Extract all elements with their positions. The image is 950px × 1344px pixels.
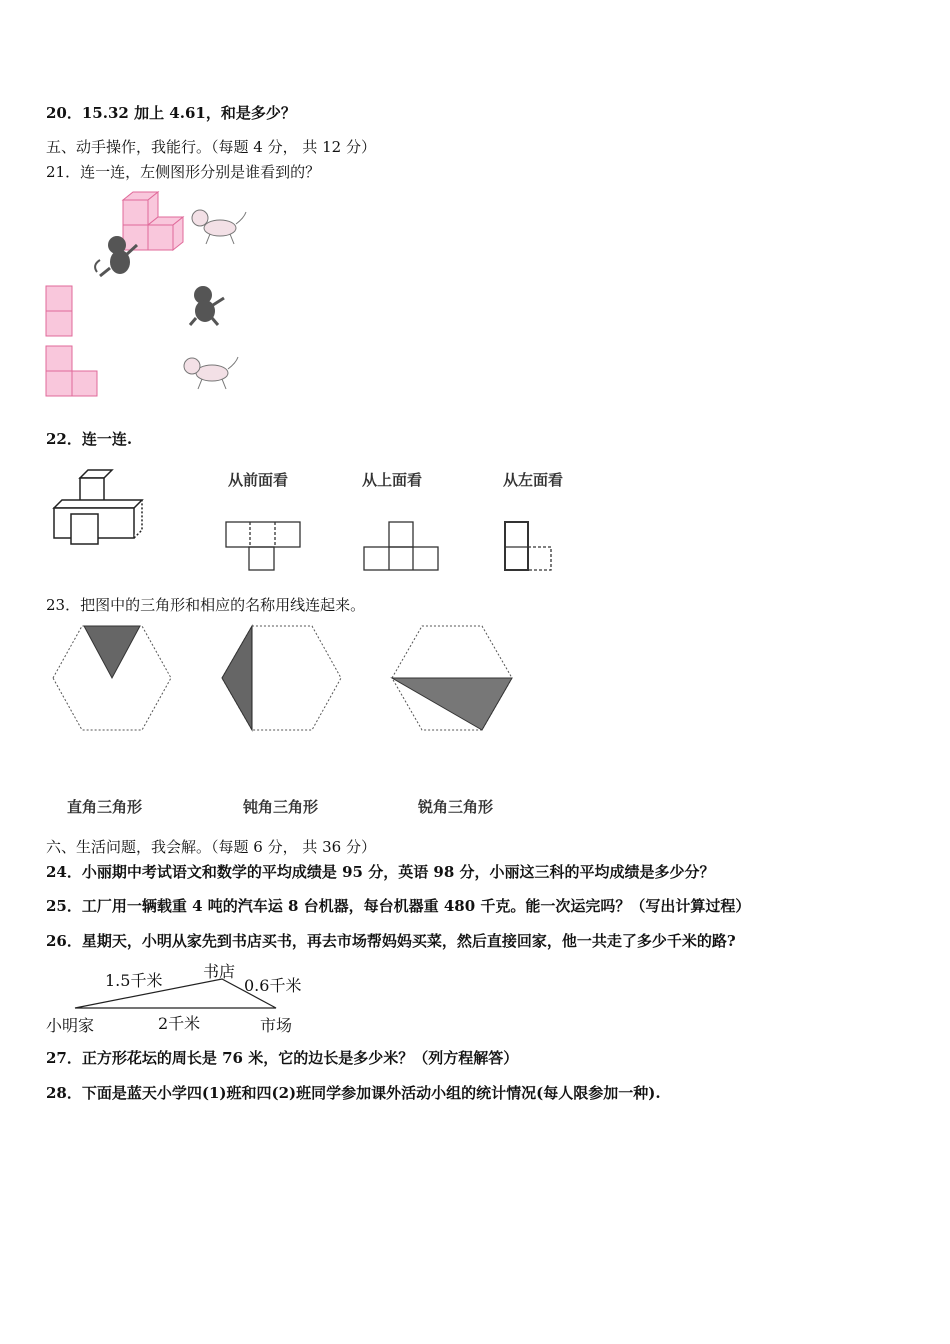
view-label-left: 从左面看 — [503, 471, 564, 489]
hexagon-2 — [222, 626, 341, 730]
place-home: 小明家 — [46, 1016, 95, 1035]
place-market: 市场 — [260, 1016, 293, 1035]
hexagon-1 — [53, 626, 171, 730]
dog-icon — [184, 357, 238, 389]
question-25: 25．工厂用一辆载重 4 吨的汽车运 8 台机器，每台机器重 480 千克。能一次运完吗？（写出计算过程） — [46, 897, 751, 915]
question-22: 22．连一连. — [46, 430, 133, 448]
dog-icon — [192, 210, 246, 244]
place-bookstore: 书店 — [203, 962, 236, 981]
question-24: 24．小丽期中考试语文和数学的平均成绩是 95 分，英语 98 分，小丽这三科的平均成绩是多少分？ — [46, 863, 715, 881]
view-shape-l — [46, 346, 97, 396]
question-27: 27．正方形花坛的周长是 76 米，它的边长是多少米？（列方程解答） — [46, 1049, 519, 1067]
view-label-top: 从上面看 — [362, 471, 423, 489]
section-6-heading: 六、生活问题，我会解。（每题 6 分， 共 36 分） — [46, 838, 376, 856]
label-obtuse-triangle: 钝角三角形 — [243, 798, 319, 816]
pink-cube-stack — [123, 192, 183, 250]
question-21: 21．连一连，左侧图形分别是谁看到的？ — [46, 163, 321, 181]
question-28: 28．下面是蓝天小学四(1)班和四(2)班同学参加课外活动小组的统计情况(每人限参加一种). — [46, 1084, 661, 1102]
distance-bookstore-market: 0.6千米 — [244, 976, 302, 995]
question-26: 26．星期天，小明从家先到书店买书，再去市场帮妈妈买菜，然后直接回家，他一共走了多少千米的路? — [46, 932, 736, 950]
label-right-triangle: 直角三角形 — [67, 798, 143, 816]
question-23: 23．把图中的三角形和相应的名称用线连起来。 — [46, 596, 366, 614]
triangle-shaded-1 — [84, 626, 140, 678]
top-view — [364, 522, 438, 570]
question-20: 20．15.32 加上 4.61，和是多少？ — [46, 104, 296, 122]
view-shape-column — [46, 286, 72, 336]
section-5-heading: 五、动手操作，我能行。（每题 4 分， 共 12 分） — [46, 138, 376, 156]
distance-home-market: 2千米 — [158, 1014, 201, 1033]
hexagon-3 — [392, 626, 512, 730]
left-view — [505, 522, 551, 570]
cube-solid — [54, 470, 142, 544]
front-view — [226, 522, 300, 570]
distance-home-bookstore: 1.5千米 — [105, 971, 163, 990]
monkey-icon — [190, 286, 224, 325]
view-label-front: 从前面看 — [228, 471, 289, 489]
label-acute-triangle: 锐角三角形 — [418, 798, 494, 816]
